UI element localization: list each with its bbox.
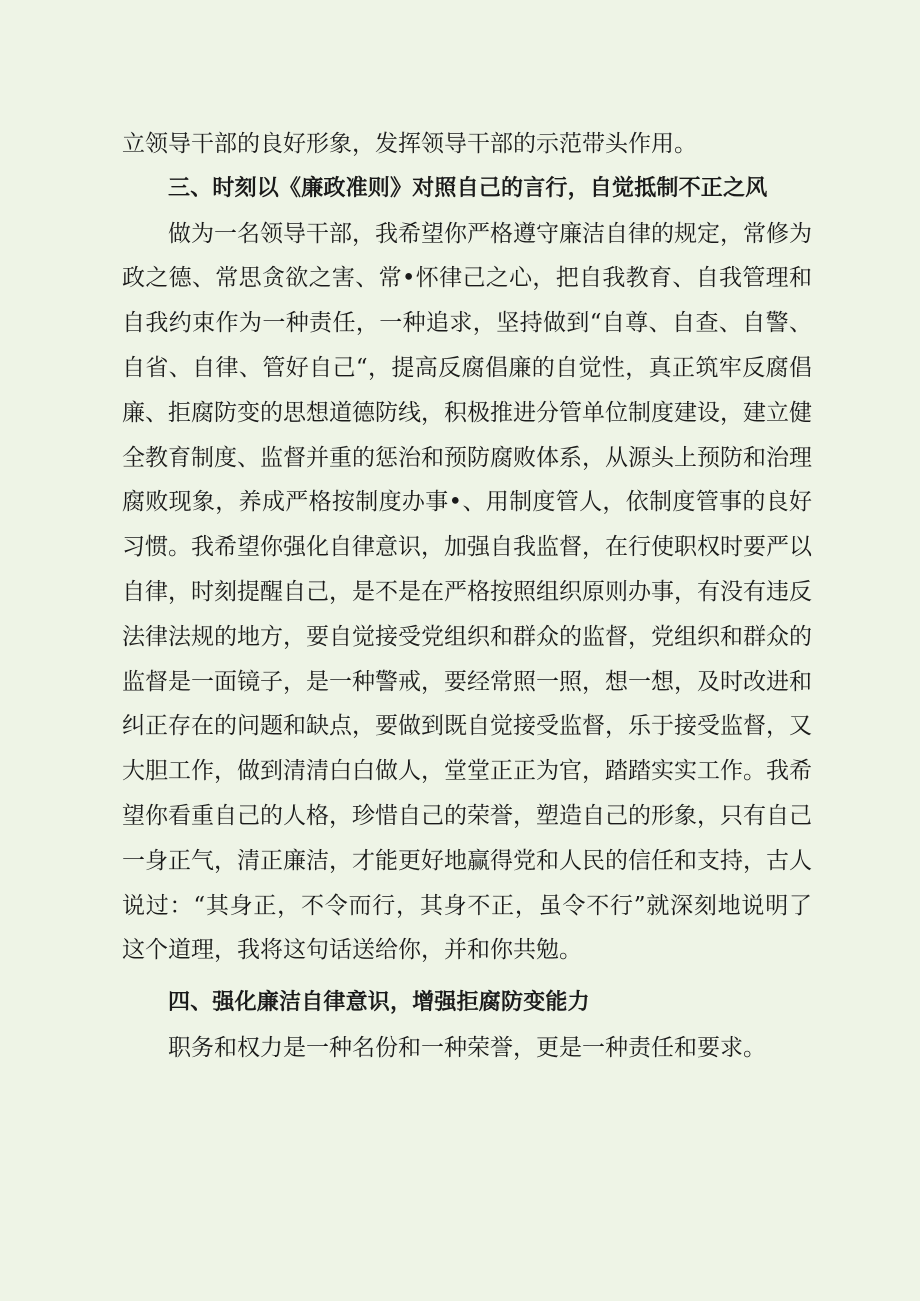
paragraph-section-3: 做为一名领导干部，我希望你严格遵守廉洁自律的规定，常修为政之德、常思贪欲之害、常•怀律己之心，把自我教育、自我管理和自我约束作为一种责任，一种追求，坚持做到“自尊、自查、自警、自省、自律、管好自己“，提高反腐倡廉的自觉性，真正筑牢反腐倡廉、拒腐防变的思想道德防线，积极推进分管单位制度建设，建立健全教育制度、监督并重的惩治和预防腐败体系，从源头上预防和治理腐败现象，养成严格按制度办事•、用制度管人，依制度管事的良好习惯。我希望你强化自律意识，加强自我监督，在行使职权时要严以自律，时刻提醒自己，是不是在严格按照组织原则办事，有没有违反法律法规的地方，要自觉接受党组织和群众的监督，党组织和群众的监督是一面镜子，是一种警戒，要经常照一照，想一想，及时改进和纠正存在的问题和缺点，要做到既自觉接受监督，乐于接受监督，又大胆工作，做到清清白白做人，堂堂正正为官，踏踏实实工作。我希望你看重自己的人格，珍惜自己的荣誉，塑造自己的形象，只有自己一身正气，清正廉洁，才能更好地赢得党和人民的信任和支持，古人说过：“其身正，不令而行，其身不正，虽令不行”就深刻地说明了这个道理，我将这句话送给你，并和你共勉。	[122, 220, 812, 964]
document-body	[122, 122, 812, 1071]
section-heading-4: 四、强化廉洁自律意识，增强拒腐防变能力	[168, 990, 590, 1016]
paragraph-section-4: 职务和权力是一种名份和一种荣誉，更是一种责任和要求。	[168, 1034, 766, 1061]
section-heading-3: 三、时刻以《廉政准则》对照自己的言行，自觉抵制不正之风	[168, 175, 768, 201]
paragraph-intro-continuation: 立领导干部的良好形象，发挥领导干部的示范带头作用。	[122, 131, 697, 157]
